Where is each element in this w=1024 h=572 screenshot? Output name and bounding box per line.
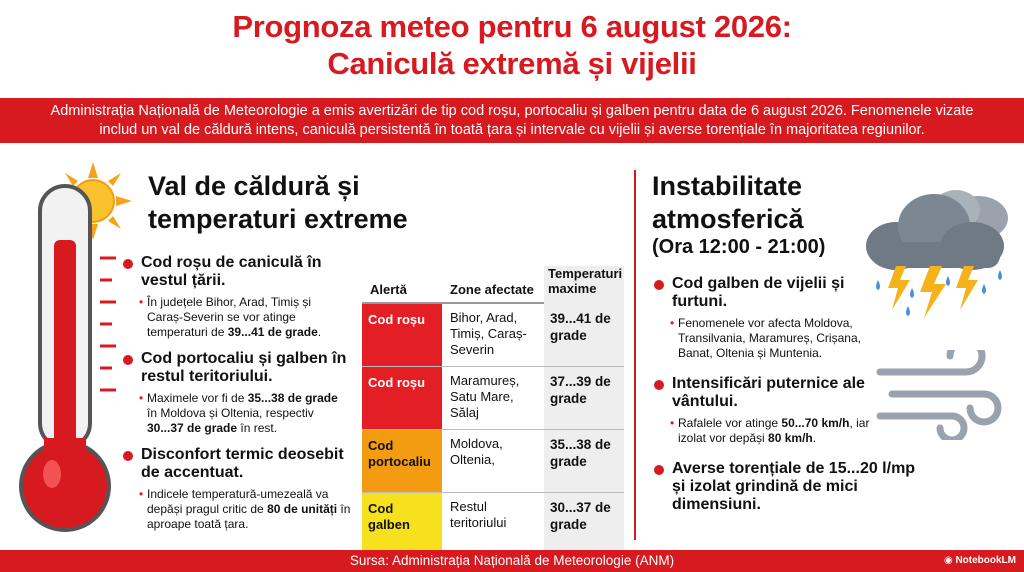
bullet-dot-icon bbox=[123, 259, 133, 269]
detail-text: Maximele vor fi de bbox=[147, 391, 248, 405]
alert-level-cell: Cod roșu bbox=[362, 304, 442, 366]
detail-bold: 30...37 de grade bbox=[147, 421, 238, 435]
affected-zones-cell: Bihor, Arad, Timiș, Caraș-Severin bbox=[450, 310, 527, 357]
detail-text: În județele Bihor, Arad, Timiș și Caraș-Severin se vor atinge temperaturi de bbox=[147, 295, 312, 339]
brand-label bbox=[944, 550, 1016, 572]
footer-source-bar bbox=[0, 550, 1024, 572]
footer-source-text: Sursa: Administrația Națională de Meteorologie (ANM) bbox=[349, 553, 675, 568]
instability-bullet-storms bbox=[654, 275, 884, 361]
table-row bbox=[362, 367, 624, 430]
affected-zones-cell: Restul teritoriului bbox=[450, 499, 507, 530]
bullet-detail bbox=[654, 416, 884, 446]
thermometer-icon bbox=[16, 180, 116, 550]
bullet-heading: Cod roșu de caniculă în vestul țării. bbox=[141, 254, 322, 289]
detail-text: în Moldova și Oltenia, respectiv bbox=[147, 406, 314, 420]
instability-bullet-wind bbox=[654, 375, 884, 446]
notebooklm-logo-icon: ◉ bbox=[943, 555, 956, 566]
heat-bullet-red-code bbox=[123, 254, 348, 340]
instability-bullet-rain-hail bbox=[654, 460, 924, 514]
alert-level-cell: Cod galben bbox=[362, 493, 442, 555]
detail-bold: 80 km/h bbox=[768, 431, 813, 445]
table-header-zones: Zone afectate bbox=[450, 282, 534, 297]
affected-zones-cell: Moldova, Oltenia, bbox=[450, 436, 503, 467]
bullet-heading: Averse torențiale de 15...20 l/mp și izolat grindină de mici dimensiuni. bbox=[672, 460, 916, 513]
bullet-dot-icon bbox=[123, 355, 133, 365]
instability-time-range: (Ora 12:00 - 21:00) bbox=[652, 236, 826, 258]
detail-text: Indicele temperatură-umezeală va depăși pragul critic de bbox=[147, 487, 329, 516]
table-row bbox=[362, 430, 624, 493]
heat-bullet-orange-yellow bbox=[123, 350, 348, 436]
detail-text: în rest. bbox=[237, 421, 278, 435]
table-header-temperatures bbox=[544, 266, 624, 304]
detail-bold: 50...70 km/h bbox=[781, 416, 850, 430]
detail-text: , iar izolat vor depăși bbox=[678, 416, 870, 445]
table-header-temperatures-label: Temperaturi maxime bbox=[548, 266, 623, 296]
affected-zones-cell: Maramureș, Satu Mare, Sălaj bbox=[450, 373, 520, 420]
bullet-dot-icon bbox=[654, 280, 664, 290]
detail-text: Fenomenele vor afecta Moldova, Transilvania, Maramureș, Crișana, Banat, Oltenia și Muntenia. bbox=[678, 316, 861, 360]
max-temperature-cell: 35...38 de grade bbox=[544, 430, 624, 492]
bullet-detail bbox=[123, 295, 348, 340]
table-header-alert: Alertă bbox=[370, 282, 407, 297]
heat-bullet-thermal-discomfort bbox=[123, 446, 358, 532]
heat-section-title bbox=[148, 170, 478, 236]
table-header-row bbox=[362, 262, 624, 304]
max-temperature-cell: 30...37 de grade bbox=[544, 493, 624, 555]
alert-table bbox=[362, 262, 624, 556]
table-body bbox=[362, 304, 624, 556]
bullet-heading: Cod portocaliu și galben în restul teritoriului. bbox=[141, 350, 347, 385]
detail-bold: 80 de unități bbox=[267, 502, 338, 516]
detail-text: Rafalele vor atinge bbox=[678, 416, 782, 430]
instability-title-line1: Instabilitate bbox=[652, 171, 803, 201]
table-row bbox=[362, 493, 624, 556]
detail-text: . bbox=[317, 325, 322, 339]
bullet-detail bbox=[654, 316, 884, 361]
bullet-heading: Intensificări puternice ale vântului. bbox=[672, 375, 865, 410]
instability-section-title bbox=[652, 170, 892, 236]
bullet-detail bbox=[123, 391, 348, 436]
detail-bold: 39...41 de grade bbox=[227, 325, 318, 339]
bullet-heading: Disconfort termic deosebit de accentuat. bbox=[141, 446, 344, 481]
page-title-line2: Caniculă extremă și vijelii bbox=[327, 46, 697, 81]
heat-title-line2: temperaturi extreme bbox=[148, 204, 408, 234]
table-row bbox=[362, 304, 624, 367]
max-temperature-cell: 37...39 de grade bbox=[544, 367, 624, 429]
bullet-detail bbox=[123, 487, 358, 532]
detail-text: în aproape toată țara. bbox=[147, 502, 351, 531]
intro-banner bbox=[0, 98, 1024, 143]
max-temperature-cell: 39...41 de grade bbox=[544, 304, 624, 366]
intro-text: Administrația Națională de Meteorologie a emis avertizări de tip cod roșu, portocaliu și galben pentru data de 6 august 2026. Fenomenele vizate includ un val de căldură intens, caniculă persistentă în toată țara și intervale cu vijelii și averse torențiale în majoritatea regiunilor. bbox=[50, 103, 974, 138]
detail-text: . bbox=[812, 431, 817, 445]
brand-name: NotebookLM bbox=[955, 555, 1016, 566]
section-divider bbox=[634, 170, 636, 540]
bullet-dot-icon bbox=[654, 465, 664, 475]
alert-level-cell: Cod roșu bbox=[362, 367, 442, 429]
wind-icon bbox=[874, 350, 1004, 440]
page-title bbox=[0, 8, 1024, 82]
detail-bold: 35...38 de grade bbox=[247, 391, 338, 405]
page-title-line1: Prognoza meteo pentru 6 august 2026: bbox=[232, 9, 792, 44]
instability-title-line2: atmosferică bbox=[652, 204, 804, 234]
bullet-dot-icon bbox=[123, 451, 133, 461]
bullet-dot-icon bbox=[654, 380, 664, 390]
bullet-heading: Cod galben de vijelii și furtuni. bbox=[672, 275, 845, 310]
alert-level-cell: Cod portocaliu bbox=[362, 430, 442, 492]
heat-title-line1: Val de căldură și bbox=[148, 171, 360, 201]
